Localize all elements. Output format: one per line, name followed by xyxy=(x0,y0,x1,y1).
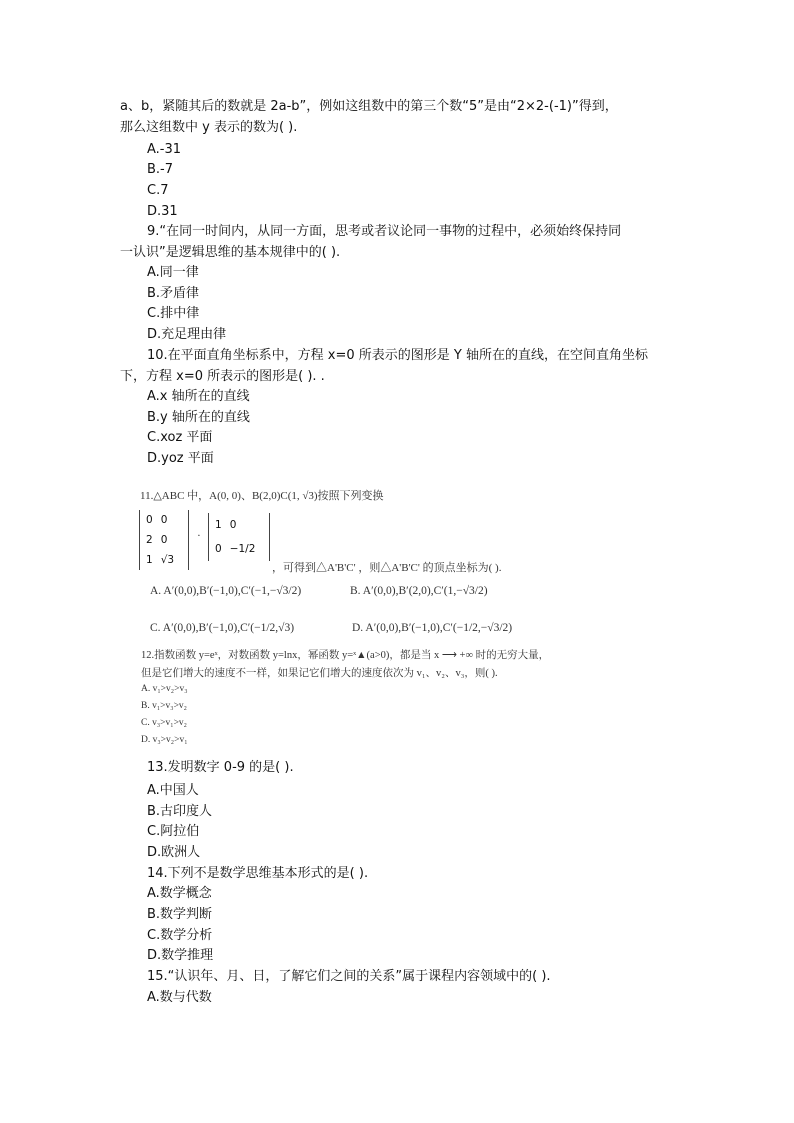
q9-option: D.充足理由律 xyxy=(147,327,227,342)
q10-option: B.y 轴所在的直线 xyxy=(147,410,250,425)
q8-text: 那么这组数中 y 表示的数为( ). xyxy=(120,120,298,135)
matrix-cell: 2 xyxy=(146,534,153,546)
q14-option: D.数学推理 xyxy=(147,948,214,963)
q9-option: C.排中律 xyxy=(147,306,200,321)
q15-text: 15.“认识年、月、日，了解它们之间的关系”属于课程内容领域中的( ). xyxy=(147,969,551,984)
q10-option: C.xoz 平面 xyxy=(147,430,213,445)
q9-text: 一认识”是逻辑思维的基本规律中的( ). xyxy=(120,245,341,260)
q14-text: 14.下列不是数学思维基本形式的是( ). xyxy=(147,866,369,881)
q11-text: ，可得到△A'B'C' ，则△A'B'C' 的顶点坐标为( ). xyxy=(272,562,502,574)
matrix-cell: 0 xyxy=(229,519,237,531)
q9-option: B.矛盾律 xyxy=(147,286,200,301)
q8-option: B.-7 xyxy=(147,162,174,177)
q12-option: C. v₃>v₁>v₂ xyxy=(141,718,187,728)
matrix-cell: −1/2 xyxy=(229,543,256,555)
q11-option: D. A′(0,0),B′(−1,0),C′(−1/2,−√3/2) xyxy=(352,622,513,634)
q10-text: 10.在平面直角坐标系中，方程 x=0 所表示的图形是 Y 轴所在的直线，在空间直角坐标 xyxy=(147,348,649,363)
matrix-cell: 0 xyxy=(160,514,168,526)
q12-option: D. v₃>v₂>v₁ xyxy=(141,735,188,745)
q8-option: C.7 xyxy=(147,183,169,198)
q14-option: C.数学分析 xyxy=(147,928,213,943)
matrix-cell: 0 xyxy=(160,534,168,546)
q13-option: B.古印度人 xyxy=(147,804,213,819)
q13-option: A.中国人 xyxy=(147,783,199,798)
q8-option: A.-31 xyxy=(147,142,182,157)
q14-option: B.数学判断 xyxy=(147,907,213,922)
q11-option: C. A′(0,0),B′(−1,0),C′(−1/2,√3) xyxy=(150,622,295,634)
matrix-cell: 0 xyxy=(146,514,153,526)
q12-option: B. v₁>v₃>v₂ xyxy=(141,701,187,711)
q9-option: A.同一律 xyxy=(147,265,199,280)
matrix-2 xyxy=(208,513,270,561)
matrix-cell: √3 xyxy=(160,554,175,566)
q10-text: 下，方程 x=0 所表示的图形是( ). . xyxy=(120,369,325,384)
matrix-cell: 0 xyxy=(215,543,222,555)
q12-text: 但是它们增大的速度不一样，如果记它们增大的速度依次为 v₁、v₂、v₃，则( ). xyxy=(141,668,498,679)
q10-option: D.yoz 平面 xyxy=(147,451,214,466)
matrix-1 xyxy=(139,510,189,570)
matrix-cell: 1 xyxy=(146,554,153,566)
q8-option: D.31 xyxy=(147,204,178,219)
q13-option: C.阿拉伯 xyxy=(147,824,200,839)
q13-option: D.欧洲人 xyxy=(147,845,201,860)
q8-text: a、b，紧随其后的数就是 2a-b”，例如这组数中的第三个数“5”是由“2×2-(-1)”得到， xyxy=(120,99,618,114)
dot-operator: · xyxy=(197,530,201,542)
matrix-cell: 1 xyxy=(215,519,222,531)
q11-text: 11.△ABC 中，A(0, 0)、B(2,0)C(1, √3)按照下列变换 xyxy=(140,490,384,502)
q12-text: 12.指数函数 y=eˣ，对数函数 y=lnx，幂函数 y=ˣ▲(a>0)，都是当 x ⟶ +∞ 时的无穷大量， xyxy=(141,650,550,661)
q10-option: A.x 轴所在的直线 xyxy=(147,389,250,404)
q11-option: A. A′(0,0),B′(−1,0),C′(−1,−√3/2) xyxy=(150,585,302,597)
q14-option: A.数学概念 xyxy=(147,886,212,901)
q12-option: A. v₁>v₂>v₃ xyxy=(141,684,188,694)
q13-text: 13.发明数字 0-9 的是( ). xyxy=(147,760,294,775)
q9-text: 9.“在同一时间内，从同一方面，思考或者议论同一事物的过程中，必须始终保持同 xyxy=(147,224,622,239)
q11-option: B. A′(0,0),B′(2,0),C′(1,−√3/2) xyxy=(350,585,488,597)
q15-option: A.数与代数 xyxy=(147,990,212,1005)
